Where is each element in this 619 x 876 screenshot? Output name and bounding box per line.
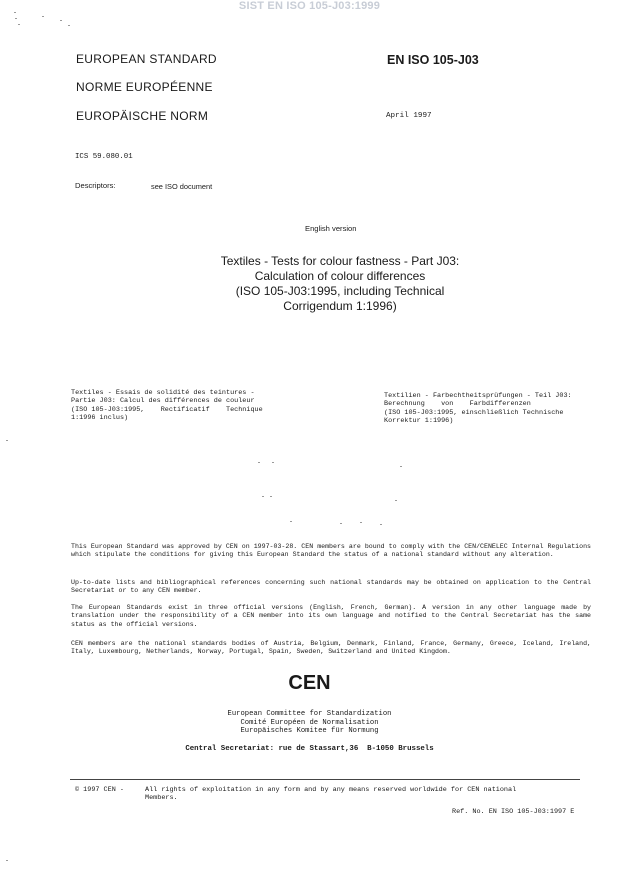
rights-line-1: All rights of exploitation in any form and by any means reserved worldwide for CEN national [145,786,517,794]
german-title-line-4: Korrektur 1:1996) [384,417,454,426]
document-title [180,254,500,314]
descriptors-label: Descriptors: [75,181,116,190]
cen-logo: CEN [288,672,331,694]
footer-divider [70,779,580,780]
members-paragraph: CEN members are the national standards bodies of Austria, Belgium, Denmark, Finland, France, Germany, Greece, Iceland, Ireland, Italy, Luxembourg, Netherlands, Norway, Portugal, Spain, Sweden, Switzerland and United Kingdom. [71,640,591,656]
standard-type-en: EUROPEAN STANDARD [76,52,217,66]
rights-line-2: Members. [145,794,178,803]
rights-statement [145,786,585,803]
cen-name-fr: Comité Européen de Normalisation [240,718,379,727]
title-line-2: Calculation of colour differences [254,269,426,283]
reference-number: Ref. No. EN ISO 105-J03:1997 E [452,808,575,816]
german-title-line-3: (ISO 105-J03:1995, einschließlich Technische [384,408,564,417]
references-paragraph: Up-to-date lists and bibliographical references concerning such national standards may be obtained on application to the Central Secretariat or to any CEN member. [71,579,591,595]
french-title-line-2: Partie J03: Calcul des différences de couleur [71,397,255,406]
cen-name-de: Europäisches Komitee für Normung [240,727,379,736]
watermark: SIST EN ISO 105-J03:1999 [238,0,381,12]
german-title-line-2: Berechnung von Farbdifferenzen [384,400,531,409]
central-secretariat: Central Secretariat: rue de Stassart,36 B-1050 Brussels [185,745,434,753]
version-label: English version [305,224,357,233]
french-title-line-3: (ISO 105-J03:1995, Rectificatif Technique [71,405,263,414]
title-line-1: Textiles - Tests for colour fastness - Part J03: [220,254,460,268]
french-title-line-1: Textiles - Essais de solidité des teintures - [71,389,255,397]
descriptors-value: see ISO document [151,182,213,191]
publication-date: April 1997 [386,112,432,120]
versions-paragraph: The European Standards exist in three official versions (English, French, German). A version in any other language made by translation under the responsibility of a CEN member into its own language and notified to the Central Secretariat has the same status as the official versions. [71,604,591,628]
german-title [384,392,594,426]
ics-code: ICS 59.080.01 [75,153,133,161]
standard-type-fr: NORME EUROPÉENNE [76,80,213,94]
title-line-4: Corrigendum 1:1996) [283,299,397,313]
cen-name-en: European Committee for Standardization [227,710,392,718]
standard-number: EN ISO 105-J03 [387,53,479,67]
french-title-line-4: 1:1996 inclus) [71,414,129,423]
french-title [71,389,281,423]
approval-paragraph: This European Standard was approved by CEN on 1997-03-28. CEN members are bound to comply with the CEN/CENELEC Internal Regulations which stipulate the conditions for giving this European Standard the status of a national standard without any alteration. [71,543,591,559]
cen-names [0,710,619,736]
title-line-3: (ISO 105-J03:1995, including Technical [235,284,445,298]
german-title-line-1: Textilien - Farbechtheitsprüfungen - Teil J03: [384,392,572,400]
copyright: © 1997 CEN - [75,786,124,794]
standard-type-de: EUROPÄISCHE NORM [76,109,209,123]
